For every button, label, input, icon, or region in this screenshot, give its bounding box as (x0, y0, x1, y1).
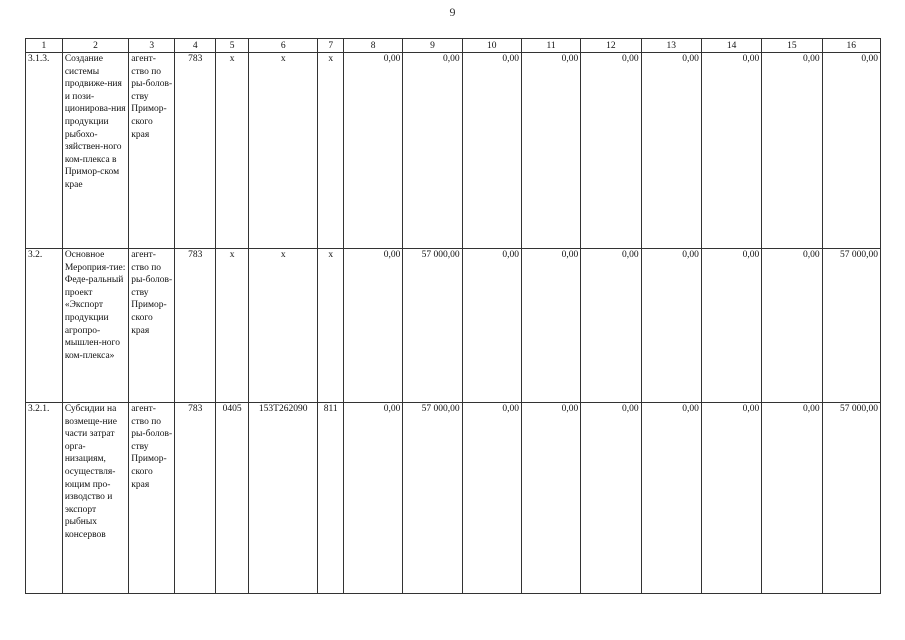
row-value: 0,00 (462, 53, 521, 249)
row-grbs: 783 (175, 249, 216, 403)
row-value: 0,00 (641, 249, 701, 403)
column-header: 11 (521, 39, 580, 53)
row-csr: x (248, 53, 318, 249)
row-value: 0,00 (344, 249, 403, 403)
row-value: 0,00 (701, 249, 761, 403)
row-value: 0,00 (581, 403, 641, 594)
row-grbs: 783 (175, 53, 216, 249)
row-csr: 153T262090 (248, 403, 318, 594)
table-row (26, 53, 881, 249)
row-value: 0,00 (762, 403, 822, 594)
row-value: 57 000,00 (403, 403, 462, 594)
row-code: 3.1.3. (26, 53, 63, 249)
column-header: 2 (62, 39, 128, 53)
row-value: 0,00 (822, 53, 880, 249)
column-header: 7 (318, 39, 344, 53)
column-header: 6 (248, 39, 318, 53)
page-number: 9 (449, 5, 456, 19)
row-value: 0,00 (762, 53, 822, 249)
row-name: Создание системы продвиже-ния и пози-ционирова-ния продукции рыбохо-зяйствен-ного ком-плекса в Примор-ском крае (62, 53, 128, 249)
row-code: 3.2. (26, 249, 63, 403)
column-header: 10 (462, 39, 521, 53)
column-header: 12 (581, 39, 641, 53)
row-vr: x (318, 53, 344, 249)
row-value: 0,00 (403, 53, 462, 249)
row-agency: агент-ство по ры-болов-ству Примор-ского края (129, 403, 175, 594)
row-name: Субсидии на возмеще-ние части затрат орга-низациям, осуществля-ющим про-изводство и экспорт рыбных консервов (62, 403, 128, 594)
row-value: 57 000,00 (822, 403, 880, 594)
row-agency: агент-ство по ры-болов-ству Примор-ского края (129, 249, 175, 403)
row-value: 0,00 (521, 53, 580, 249)
row-vr: 811 (318, 403, 344, 594)
row-value: 0,00 (701, 403, 761, 594)
budget-table (25, 38, 881, 594)
column-header: 14 (701, 39, 761, 53)
row-value: 0,00 (581, 249, 641, 403)
table-row (26, 249, 881, 403)
column-header: 16 (822, 39, 880, 53)
row-csr: x (248, 249, 318, 403)
column-header: 1 (26, 39, 63, 53)
row-value: 0,00 (762, 249, 822, 403)
row-value: 0,00 (521, 249, 580, 403)
column-header: 4 (175, 39, 216, 53)
row-value: 0,00 (581, 53, 641, 249)
row-vr: x (318, 249, 344, 403)
row-grbs: 783 (175, 403, 216, 594)
column-header: 15 (762, 39, 822, 53)
row-rzpr: x (216, 249, 249, 403)
row-value: 0,00 (641, 403, 701, 594)
row-value: 0,00 (521, 403, 580, 594)
row-value: 0,00 (701, 53, 761, 249)
row-value: 57 000,00 (822, 249, 880, 403)
row-value: 0,00 (462, 249, 521, 403)
column-header: 8 (344, 39, 403, 53)
column-header: 13 (641, 39, 701, 53)
row-value: 57 000,00 (403, 249, 462, 403)
row-value: 0,00 (462, 403, 521, 594)
row-agency: агент-ство по ры-болов-ству Примор-ского края (129, 53, 175, 249)
row-rzpr: 0405 (216, 403, 249, 594)
row-code: 3.2.1. (26, 403, 63, 594)
row-value: 0,00 (344, 53, 403, 249)
column-header: 3 (129, 39, 175, 53)
table-row (26, 403, 881, 594)
column-number-row (26, 39, 881, 53)
column-header: 9 (403, 39, 462, 53)
row-value: 0,00 (641, 53, 701, 249)
row-name: Основное Мероприя-тие: Феде-ральный проект «Экспорт продукции агропро-мышлен-ного ком-плекса» (62, 249, 128, 403)
column-header: 5 (216, 39, 249, 53)
row-rzpr: x (216, 53, 249, 249)
row-value: 0,00 (344, 403, 403, 594)
